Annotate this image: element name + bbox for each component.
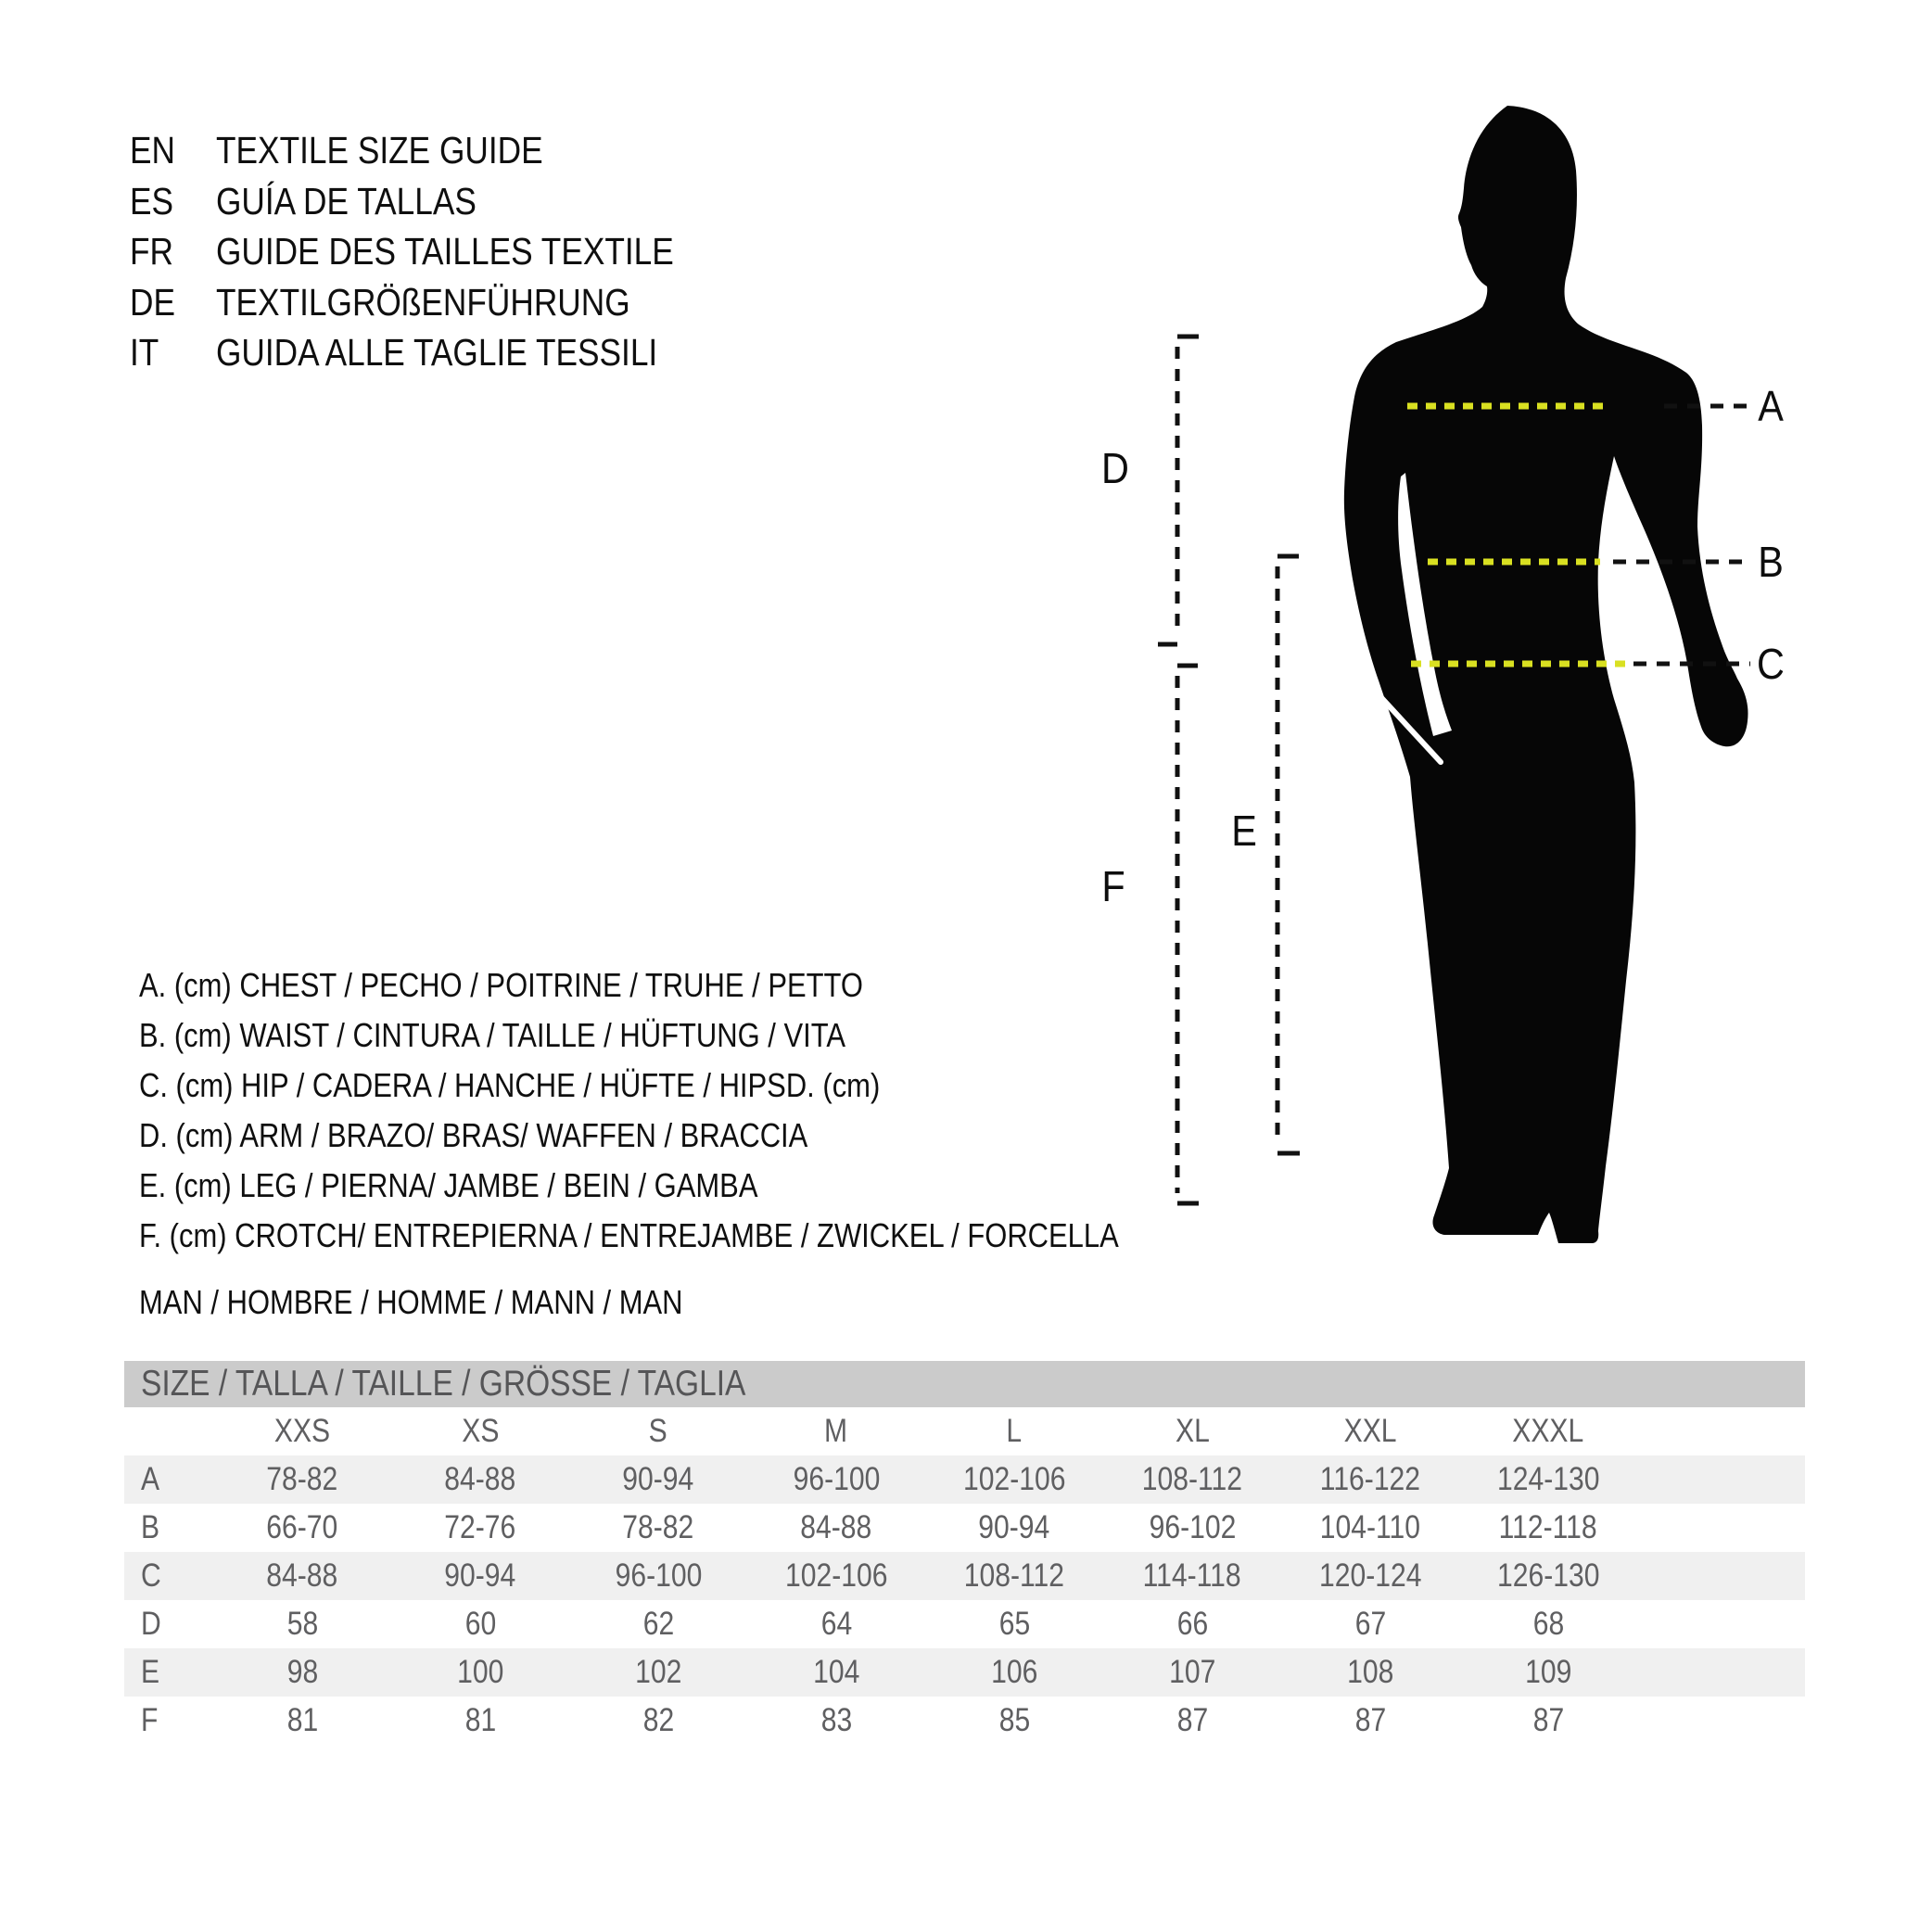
guide-title: GUÍA DE TALLAS [216,180,477,222]
size-cell: 84-88 [266,1557,338,1594]
size-cell: 66-70 [266,1509,338,1545]
lang-code: EN [130,129,175,172]
size-cell: 78-82 [266,1461,338,1497]
size-cell: 78-82 [622,1509,694,1545]
lang-code: IT [130,331,159,374]
guide-title: GUIDE DES TAILLES TEXTILE [216,230,674,273]
marker-label-chest: A [1758,382,1784,430]
marker-label-hip: C [1757,640,1785,688]
size-cell: 85 [998,1702,1030,1738]
size-col-header: XS [461,1413,500,1449]
size-col-header: XXXL [1512,1413,1584,1449]
size-cell: 58 [286,1606,318,1642]
size-table [124,1361,1805,1745]
legend-arm: D. (cm) ARM / BRAZO/ BRAS/ WAFFEN / BRACCIA [139,1116,808,1154]
title-line-it [130,330,730,375]
size-cell: 64 [820,1606,852,1642]
table-row-crotch [124,1697,1805,1745]
row-label: A [141,1461,160,1497]
size-cell: 84-88 [800,1509,872,1545]
size-cell: 68 [1532,1606,1564,1642]
size-col-header: L [1006,1413,1023,1449]
marker-label-waist: B [1758,538,1784,586]
row-label: E [141,1654,160,1690]
title-line-en [130,128,596,172]
size-cell: 102-106 [784,1557,888,1594]
legend-crotch: F. (cm) CROTCH/ ENTREPIERNA / ENTREJAMBE / ZWICKEL / FORCELLA [139,1216,1119,1254]
title-line-es [130,179,519,223]
size-cell: 126-130 [1496,1557,1600,1594]
table-row-waist [124,1504,1805,1552]
title-line-de [130,280,697,324]
size-cell: 107 [1168,1654,1216,1690]
legend-waist: B. (cm) WAIST / CINTURA / TAILLE / HÜFTUNG / VITA [139,1016,846,1054]
lang-code: DE [130,281,175,324]
size-cell: 108-112 [1141,1461,1243,1497]
guide-title: TEXTILGRÖßENFÜHRUNG [216,281,630,324]
size-cell: 108 [1346,1654,1394,1690]
legend-chest: A. (cm) CHEST / PECHO / POITRINE / TRUHE / PETTO [139,966,863,1004]
size-cell: 87 [1354,1702,1386,1738]
size-cell: 120-124 [1318,1557,1422,1594]
size-cell: 82 [642,1702,674,1738]
marker-label-crotch: F [1101,862,1125,910]
size-cell: 106 [990,1654,1038,1690]
size-cell: 114-118 [1142,1557,1241,1594]
size-cell: 90-94 [444,1557,516,1594]
row-label: F [141,1702,159,1738]
size-cell: 90-94 [622,1461,694,1497]
size-col-header: XXS [273,1413,331,1449]
marker-label-leg: E [1231,807,1257,855]
size-cell: 84-88 [444,1461,516,1497]
guide-title: GUIDA ALLE TAGLIE TESSILI [216,331,658,374]
size-cell: 116-122 [1319,1461,1421,1497]
size-cell: 112-118 [1498,1509,1597,1545]
size-cell: 83 [820,1702,852,1738]
size-cell: 66 [1176,1606,1208,1642]
corner-cell [124,1407,213,1455]
man-silhouette-illustration [1326,102,1789,1270]
marker-label-arm: D [1101,444,1129,492]
size-col-header: M [824,1413,848,1449]
size-cell: 72-76 [444,1509,516,1545]
size-cell: 98 [286,1654,318,1690]
size-cell: 90-94 [978,1509,1050,1545]
size-cell: 65 [998,1606,1030,1642]
size-cell: 87 [1176,1702,1208,1738]
size-header-row [124,1407,1805,1455]
title-line-fr [130,229,748,273]
table-row-leg [124,1648,1805,1697]
size-col-header: XXL [1343,1413,1397,1449]
size-cell: 108-112 [963,1557,1065,1594]
size-cell: 104 [812,1654,860,1690]
size-cell: 81 [464,1702,496,1738]
size-cell: 96-102 [1149,1509,1236,1545]
category-line: MAN / HOMBRE / HOMME / MANN / MAN [139,1283,683,1321]
row-label: B [141,1509,160,1545]
lang-code: FR [130,230,174,273]
size-cell: 67 [1354,1606,1386,1642]
table-row-hip [124,1552,1805,1600]
size-cell: 100 [456,1654,504,1690]
size-table-title: SIZE / TALLA / TAILLE / GRÖSSE / TAGLIA [141,1364,746,1404]
size-cell: 124-130 [1496,1461,1600,1497]
size-cell: 60 [464,1606,496,1642]
table-row-chest [124,1455,1805,1504]
size-cell: 109 [1524,1654,1572,1690]
size-cell: 102 [634,1654,682,1690]
guide-title: TEXTILE SIZE GUIDE [216,129,543,172]
lang-code: ES [130,180,174,222]
size-col-header: S [648,1413,668,1449]
size-cell: 104-110 [1319,1509,1421,1545]
row-label: C [141,1557,161,1594]
size-cell: 96-100 [793,1461,880,1497]
size-cell: 62 [642,1606,674,1642]
table-row-arm [124,1600,1805,1648]
size-table-title-bar [124,1361,1805,1407]
size-cell: 96-100 [615,1557,702,1594]
size-cell: 81 [286,1702,318,1738]
size-cell: 102-106 [962,1461,1066,1497]
legend-leg: E. (cm) LEG / PIERNA/ JAMBE / BEIN / GAMBA [139,1166,758,1204]
row-label: D [141,1606,161,1642]
size-cell: 87 [1532,1702,1564,1738]
size-col-header: XL [1175,1413,1210,1449]
legend-hip: C. (cm) HIP / CADERA / HANCHE / HÜFTE / HIPSD. (cm) [139,1066,881,1104]
